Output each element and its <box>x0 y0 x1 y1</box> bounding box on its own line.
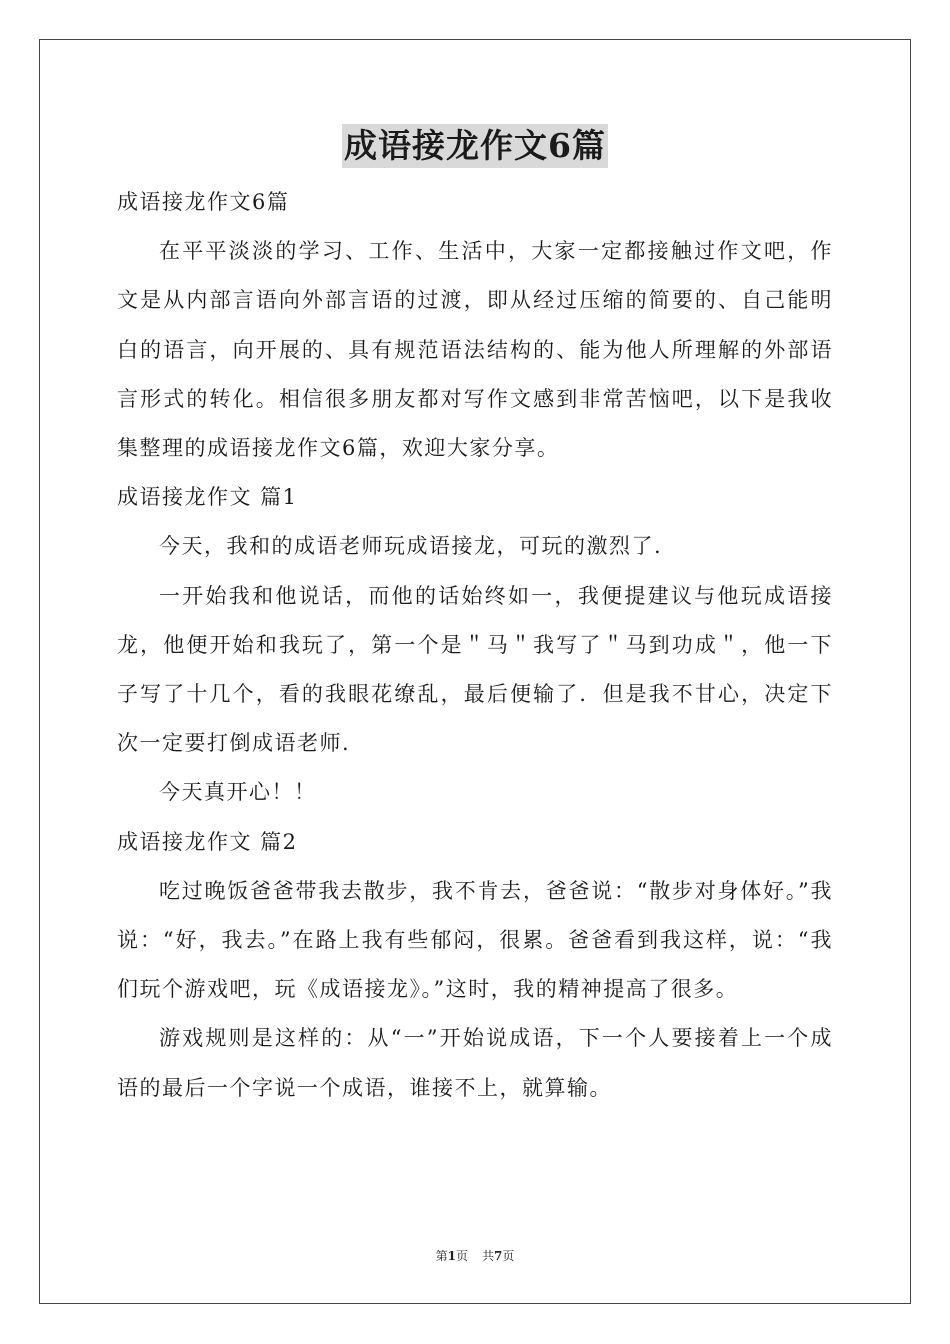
total-prefix: 共 <box>482 1249 495 1263</box>
paragraph: 吃过晚饭爸爸带我去散步，我不肯去，爸爸说：“散步对身体好。”我说：“好，我去。”在路上我有些郁闷，很累。爸爸看到我这样，说：“我们玩个游戏吧，玩《成语接龙》。”这时，我的精神提高了很多。 <box>117 878 833 1002</box>
total-suffix: 页 <box>502 1249 515 1263</box>
document-title: 成语接龙作文6篇 <box>342 124 608 168</box>
page-total: 7 <box>494 1249 503 1263</box>
document-body <box>117 178 833 1113</box>
paragraph: 成语接龙作文6篇 <box>117 190 290 214</box>
page-current: 1 <box>447 1249 456 1263</box>
paragraph: 在平平淡淡的学习、工作、生活中，大家一定都接触过作文吧，作文是从内部言语向外部言语的过渡，即从经过压缩的简要的、自己能明白的语言，向开展的、具有规范语法结构的、能为他人所理解的外部语言形式的转化。相信很多朋友都对写作文感到非常苦恼吧，以下是我收集整理的成语接龙作文6篇，欢迎大家分享。 <box>117 239 833 461</box>
paragraph: 一开始我和他说话，而他的话始终如一，我便提建议与他玩成语接龙，他便开始和我玩了，第一个是＂马＂我写了＂马到功成＂，他一下子写了十几个，看的我眼花缭乱，最后便输了．但是我不甘心，决定下次一定要打倒成语老师. <box>117 583 833 756</box>
page-footer <box>0 1248 950 1264</box>
page-prefix: 第 <box>435 1249 448 1263</box>
title-container <box>0 124 950 168</box>
paragraph: 游戏规则是这样的：从“一”开始说成语，下一个人要接着上一个成语的最后一个字说一个成语，谁接不上，就算输。 <box>117 1026 833 1100</box>
paragraph: 今天，我和的成语老师玩成语接龙，可玩的激烈了. <box>159 534 663 559</box>
section-heading: 成语接龙作文 篇1 <box>117 485 298 510</box>
page-suffix: 页 <box>455 1249 468 1263</box>
paragraph: 今天真开心！！ <box>159 780 317 805</box>
section-heading: 成语接龙作文 篇2 <box>117 829 298 854</box>
